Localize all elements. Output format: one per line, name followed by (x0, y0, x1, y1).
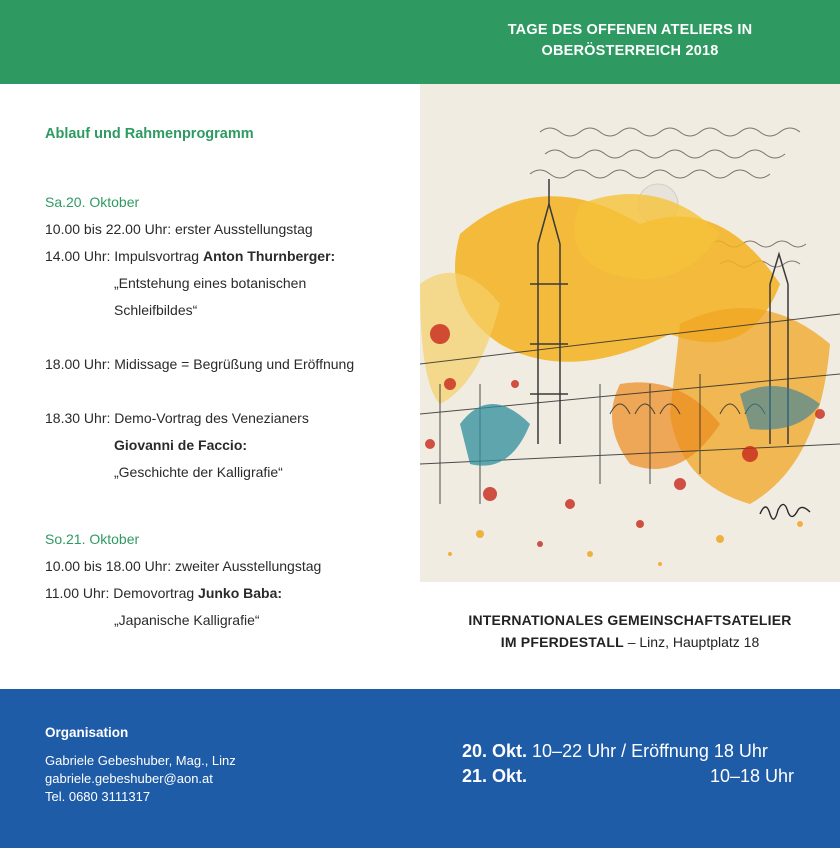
day1-line4: Schleifbildes“ (114, 302, 198, 318)
speaker-name: Giovanni de Faccio: (114, 437, 248, 453)
day1-label: Sa.20. Oktober (45, 194, 140, 210)
program-title: Ablauf und Rahmenprogramm (45, 126, 254, 142)
organisation-title: Organisation (45, 725, 129, 740)
day2-line2: 11.00 Uhr: Demovortrag Junko Baba: (45, 585, 283, 601)
day2-line1: 10.00 bis 18.00 Uhr: zweiter Ausstellungstag (45, 558, 322, 574)
day1-line5: 18.00 Uhr: Midissage = Begrüßung und Eröffnung (45, 356, 355, 372)
header-bar (0, 0, 840, 84)
day2-label: So.21. Oktober (45, 531, 140, 547)
organisation-phone: Tel. 0680 3111317 (45, 789, 151, 804)
day1-line2: 14.00 Uhr: Impulsvortrag Anton Thurnberger: (45, 248, 336, 264)
day1-line6: 18.30 Uhr: Demo-Vortrag des Venezianers (45, 410, 309, 426)
venue-line2: IM PFERDESTALL – Linz, Hauptplatz 18 (500, 634, 760, 650)
artwork-image (420, 84, 840, 582)
speaker-name: Junko Baba: (198, 585, 283, 601)
day1-line1: 10.00 bis 22.00 Uhr: erster Ausstellungstag (45, 221, 313, 237)
header-title: TAGE DES OFFENEN ATELIERS IN OBERÖSTERREICH 2018 (507, 22, 753, 59)
organisation-email[interactable]: gabriele.gebeshuber@aon.at (45, 771, 213, 786)
speaker-name: Anton Thurnberger: (202, 248, 336, 264)
footer-bar (0, 689, 840, 848)
venue-line1: INTERNATIONALES GEMEINSCHAFTSATELIER (468, 612, 792, 628)
date-line-2: 21. Okt. 10–18 Uhr (462, 766, 794, 786)
organisation-name: Gabriele Gebeshuber, Mag., Linz (45, 753, 236, 768)
date-line-1: 20. Okt. 10–22 Uhr / Eröffnung 18 Uhr (462, 741, 768, 761)
day1-line8: „Geschichte der Kalligrafie“ (114, 464, 283, 480)
day1-line7 (114, 436, 247, 454)
day2-line3: „Japanische Kalligrafie“ (114, 612, 260, 628)
day1-line3: „Entstehung eines botanischen (114, 275, 307, 291)
